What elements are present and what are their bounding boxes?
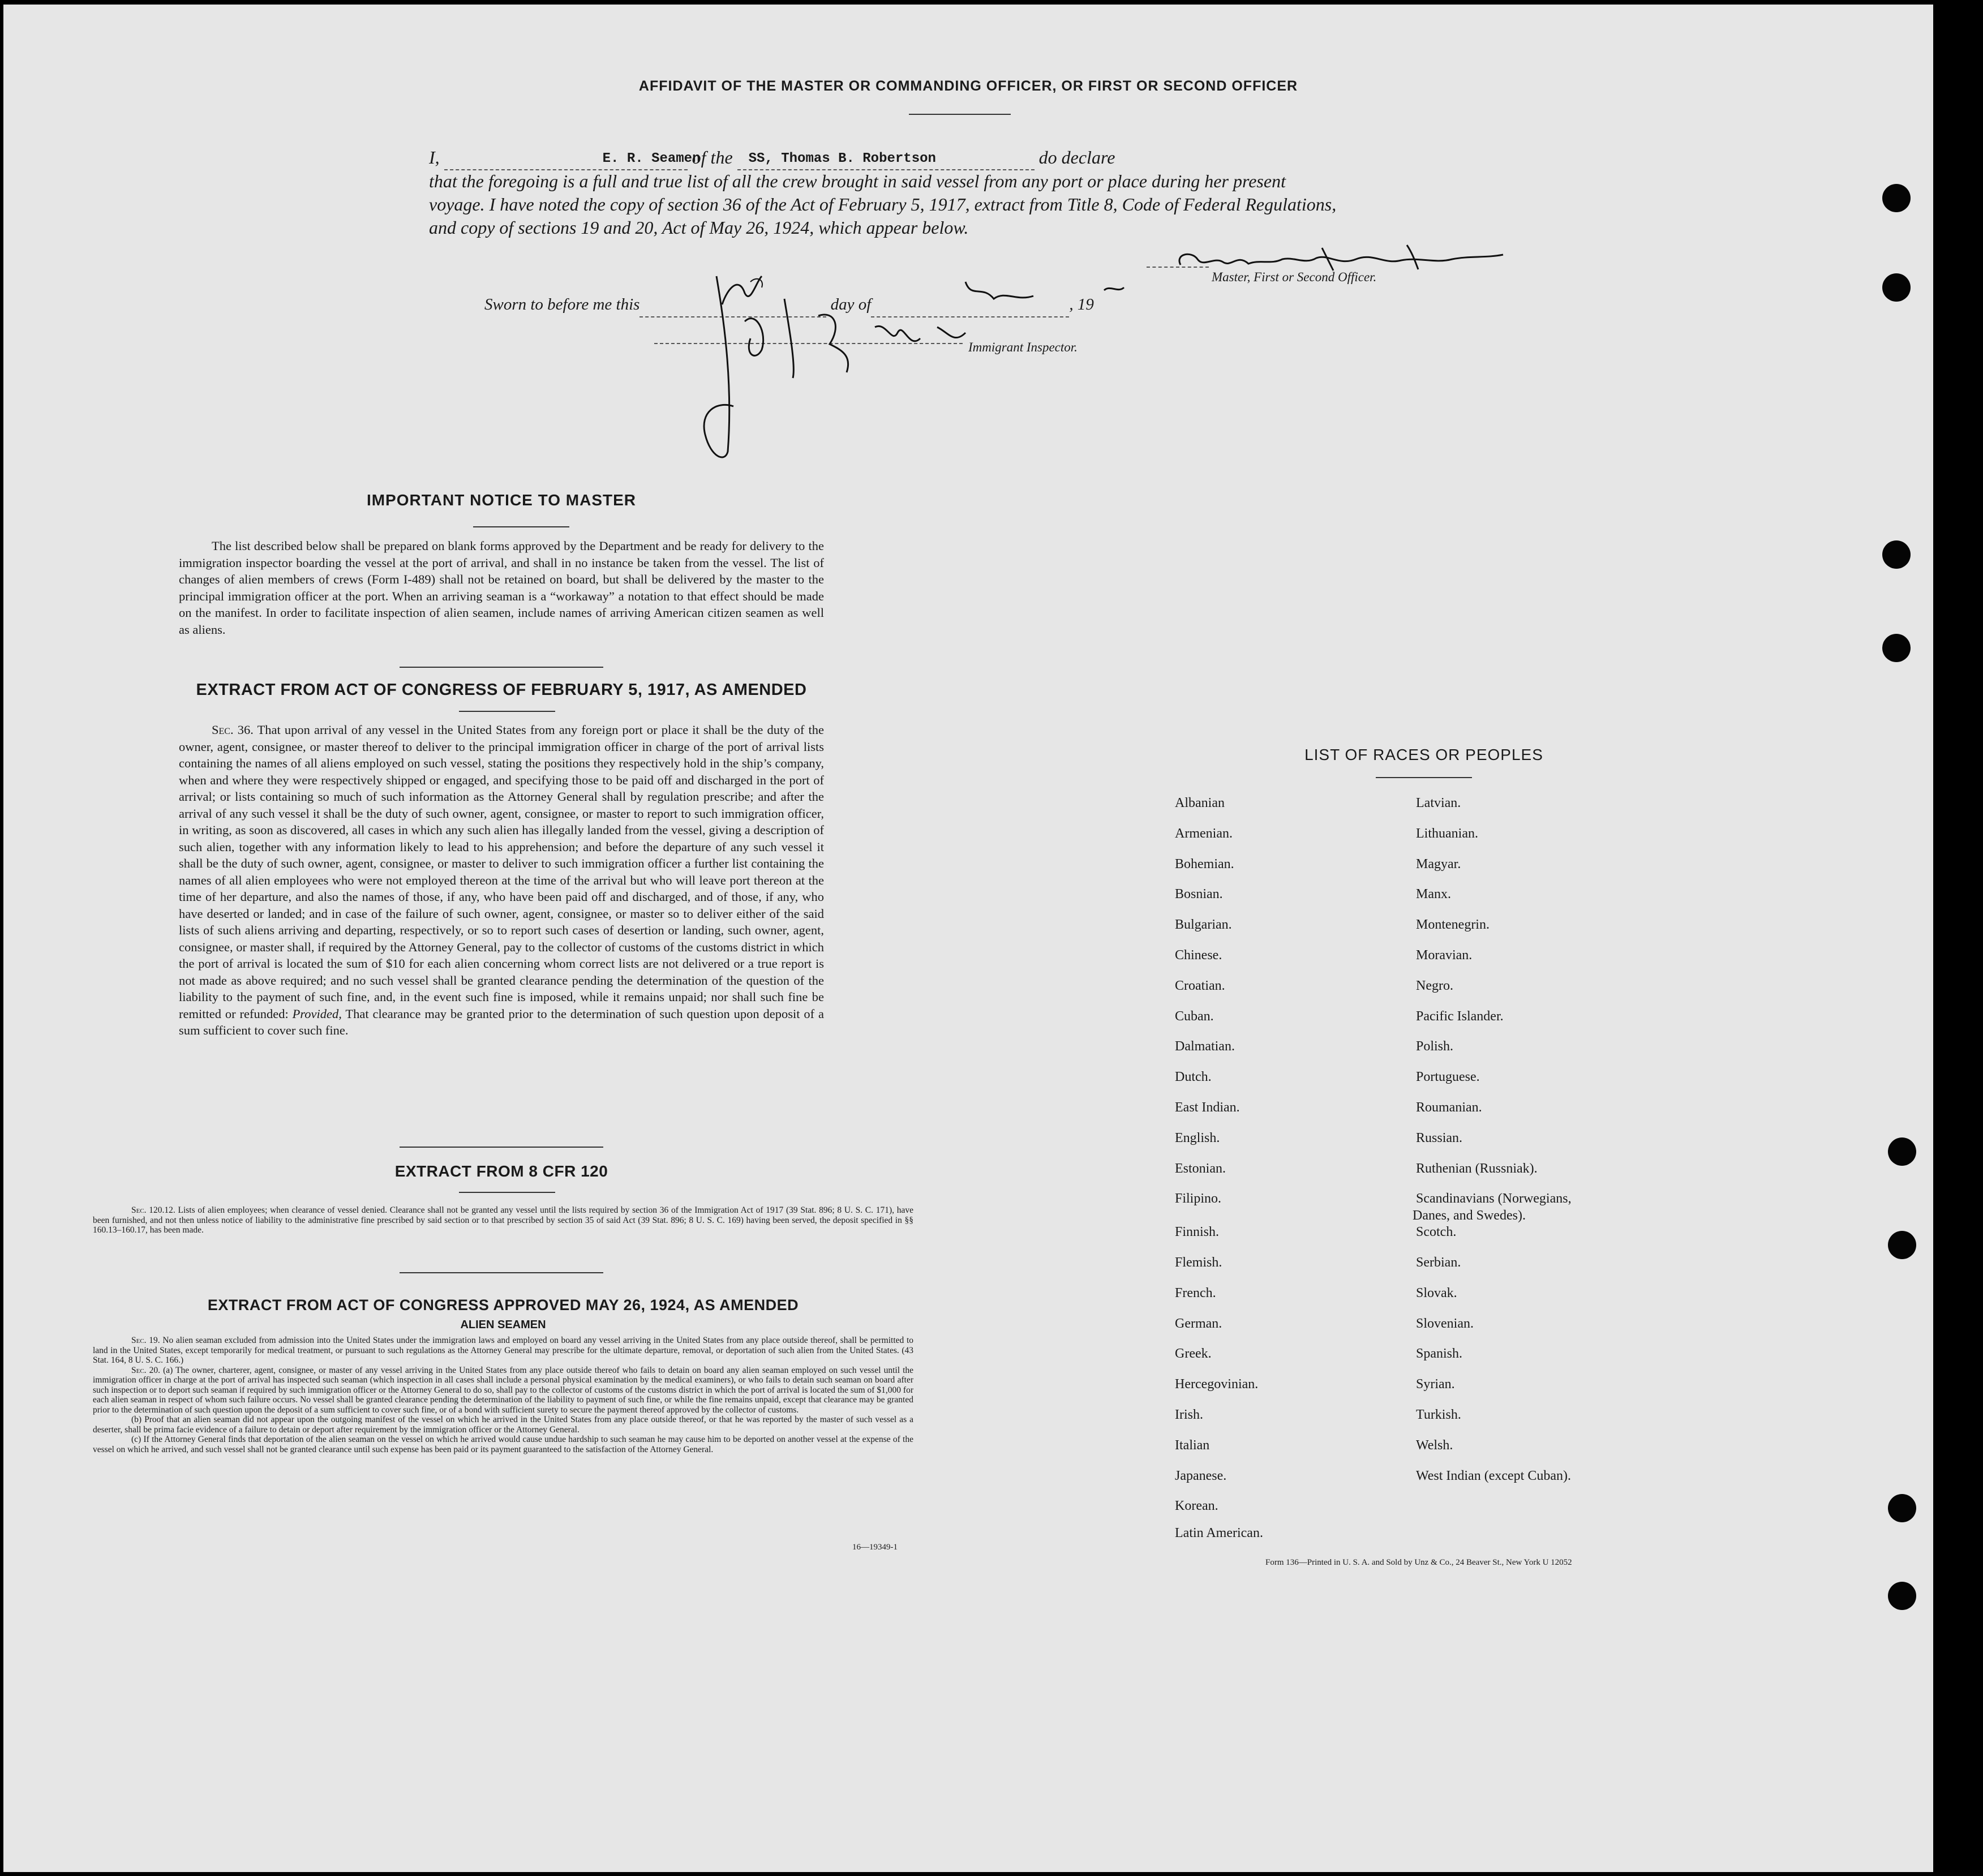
affidavit-title: AFFIDAVIT OF THE MASTER OR COMMANDING OFFICER, OR FIRST OR SECOND OFFICER [638, 78, 1298, 94]
race-item: Negro. [1416, 978, 1453, 993]
binder-hole [1882, 273, 1911, 302]
race-item: Montenegrin. [1416, 917, 1490, 933]
race-item: Dutch. [1175, 1070, 1212, 1085]
races-heading: LIST OF RACES OR PEOPLES [1304, 746, 1543, 763]
section-20a [93, 1366, 913, 1415]
cfr-top-divider [400, 1147, 603, 1148]
race-item: Slovak. [1416, 1285, 1457, 1300]
vessel-name: SS, Thomas B. Robertson [748, 151, 936, 166]
cfr-text [93, 1205, 913, 1235]
race-item: Greek. [1175, 1346, 1212, 1362]
section-20a-body: (a) The owner, charterer, agent, consignee, or master of any vessel arriving in the United States from any place outside thereof who fails to detain on board any alien seaman employed on such vessel until the immigration officer in charge at the port of arrival has inspected such seaman (which inspection in all cases shall include a personal physical examination by the medical examiners), or who fails to detain such seaman on board after such inspection or to deport such seaman if required by such immigration officer or the Attorney General to do so, shall pay to the collector of customs of the customs district in which the port of arrival is located the sum of $1,000 for each alien seaman in respect of whom such failure occurs. No vessel shall be granted clearance pending the determination of the liability to payment of such fine, or while the fine remains unpaid, except that clearance may be granted prior to the determination of such question upon the deposit of a sum sufficient to cover such fine, or of a bond with sufficient surety to secure the payment thereof approved by the collector of customs. [93, 1365, 914, 1415]
race-item: Magyar. [1416, 856, 1461, 872]
races-divider [1376, 777, 1472, 778]
vessel-name-field [737, 146, 1035, 170]
race-item: Latvian. [1416, 796, 1461, 810]
inspector-signature-image [671, 265, 988, 469]
form-printing-info: Form 136—Printed in U. S. A. and Sold by Unz & Co., 24 Beaver St., New York U 12052 [1265, 1558, 1572, 1567]
master-label: Master, First or Second Officer. [1212, 270, 1377, 284]
race-item: Syrian. [1416, 1377, 1455, 1392]
affidavit-line-4: and copy of sections 19 and 20, Act of May 26, 1924, which appear below. [429, 217, 969, 238]
section-20c: (c) If the Attorney General finds that deportation of the alien seaman on the vessel on which he arrived would cause undue hardship to such seaman he may cause him to be deported on another vessel at the expense of the vessel on which he arrived, and such vessel shall not be granted clearance until such expense has been paid or its payment guaranteed to the satisfaction of the Attorney General. [93, 1435, 913, 1454]
race-item: Lithuanian. [1416, 826, 1478, 841]
affidavit-line-2: that the foregoing is a full and true list of all the crew brought in said vessel from any port or place during her present [429, 171, 1286, 191]
race-item: Serbian. [1416, 1255, 1461, 1270]
race-item: Dalmatian. [1175, 1039, 1235, 1054]
extract-1924-heading: EXTRACT FROM ACT OF CONGRESS APPROVED MAY 26, 1924, AS AMENDED [207, 1297, 799, 1313]
extract-cfr-divider [459, 1192, 555, 1193]
race-item: Spanish. [1416, 1346, 1463, 1362]
race-item: Ruthenian (Russniak). [1416, 1161, 1538, 1176]
section-36-text [179, 722, 824, 1039]
section-36-end: That clearance may be granted prior to the determination of such question upon deposit of a sum sufficient to cover such fine. [179, 1006, 825, 1037]
section-19-body: No alien seaman excluded from admission into the United States under the immigration laws and employed on board any vessel arriving in the United States from any place outside thereof, shall be permitted to land in the United States, except temporarily for medical treatment, or pursuant to such regulations as the Attorney General may prescribe for the ultimate departure, removal, or deportation of such alien from the United States. (43 Stat. 164, 8 U. S. C. 166.) [93, 1336, 913, 1365]
affidavit-line-3: voyage. I have noted the copy of section 36 of the Act of February 5, 1917, extract from Title 8, Code of Federal Regulations, [429, 194, 1337, 214]
do-declare-text: do declare [1038, 147, 1115, 168]
title-divider [909, 114, 1011, 115]
alien-seamen-subheading: ALIEN SEAMEN [460, 1319, 546, 1331]
day-of-text: day of [830, 295, 872, 314]
race-item: Polish. [1416, 1039, 1454, 1054]
race-item: Bosnian. [1175, 887, 1223, 902]
race-item: Bohemian. [1175, 856, 1234, 872]
race-item: Bulgarian. [1175, 917, 1232, 933]
race-item: Cuban. [1175, 1008, 1214, 1024]
race-item: Armenian. [1175, 826, 1233, 841]
section-19-label: Sec. 19. [131, 1336, 160, 1345]
extract-1924-body [93, 1336, 913, 1454]
notice-end-divider [400, 667, 603, 668]
race-item: Croatian. [1175, 978, 1225, 993]
race-item: Irish. [1175, 1407, 1203, 1422]
document-page [3, 5, 1933, 1872]
race-item: Portuguese. [1416, 1070, 1480, 1085]
race-item: Filipino. [1175, 1191, 1222, 1207]
race-item: French. [1175, 1285, 1216, 1300]
race-item: Moravian. [1416, 948, 1473, 963]
pronoun: I, [429, 147, 440, 168]
race-item: Pacific Islander. [1416, 1008, 1504, 1024]
sworn-text: Sworn to before me this [484, 295, 640, 314]
binder-hole [1888, 1494, 1916, 1522]
binder-hole [1888, 1137, 1916, 1166]
race-item: Finnish. [1175, 1225, 1220, 1240]
race-item: Slovenian. [1416, 1316, 1474, 1331]
master-name: E. R. Seamen [602, 151, 701, 166]
race-item: Flemish. [1175, 1255, 1222, 1270]
race-item: German. [1175, 1316, 1222, 1331]
race-item: Danes, and Swedes). [1413, 1208, 1526, 1224]
section-20-label: Sec. 20. [131, 1365, 160, 1375]
race-item: Japanese. [1175, 1468, 1227, 1483]
race-item: West Indian (except Cuban). [1416, 1468, 1571, 1483]
binder-hole [1882, 540, 1911, 569]
section-20b: (b) Proof that an alien seaman did not appear upon the outgoing manifest of the vessel on which he arrived in the United States from any place outside thereof, or that he was reported by the master of such vessel as a deserter, shall be prima facie evidence of a failure to detain or deport after requirement by the immigration officer or the Attorney General. [93, 1415, 913, 1435]
section-36-label: Sec. 36. [212, 723, 254, 737]
race-item: Scotch. [1416, 1225, 1457, 1240]
race-item: Turkish. [1416, 1407, 1461, 1422]
cfr-section-label: Sec. 120.12. [131, 1205, 175, 1215]
race-item: Roumanian. [1416, 1100, 1482, 1115]
race-item: English. [1175, 1130, 1220, 1145]
race-item: Italian [1175, 1437, 1210, 1453]
race-item: Estonian. [1175, 1161, 1226, 1176]
extract-cfr-heading: EXTRACT FROM 8 CFR 120 [394, 1162, 608, 1180]
cfr-end-divider [400, 1272, 603, 1273]
master-name-field [444, 146, 701, 170]
year-prefix: 19 [1077, 295, 1094, 314]
binder-hole [1888, 1231, 1916, 1259]
race-item: Korean. [1175, 1499, 1218, 1514]
notice-divider [473, 526, 569, 527]
section-36-body: That upon arrival of any vessel in the United States from any foreign port or place it shall be the duty of the owner, agent, consignee, or master thereof to deliver to the principal immigration officer in charge of the port of arrival lists containing the names of all aliens employed on such vessel, stating the positions they respectively hold in the ship’s company, when and where they were respectively shipped or engaged, and specifying those to be paid off and discharged in the port of arrival; or lists containing so much of such information as the Attorney General shall by regulation prescribe; and after the arrival of any such vessel it shall be the duty of such owner, agent, consignee, or master to report to such immigration officer, in writing, as soon as discovered, all cases in which any such alien has illegally landed from the vessel, giving a description of such alien, together with any information likely to lead to his apprehension; and before the departure of any such vessel it shall be the duty of such owner, agent, consignee, or master to deliver to such immigration officer a further list containing the names of all alien employees who were not employed thereon at the time of the arrival but who will leave port thereon at the time of her departure, and also the names of those, if any, who have been paid off and discharged, and of those, if any, who have deserted or landed; and in case of the failure of such owner, agent, consignee, or master so to deliver either of the said lists of such aliens arriving and departing, respectively, or so to report such cases of desertion or landing, such owner, agent, consignee, or master shall, if required by the Attorney General, pay to the collector of customs of the customs district in which the port of arrival is located the sum of $10 for each alien concerning whom correct lists are not delivered or a true report is not made as above required; and no such vessel shall be granted clearance pending the determination of the question of the liability to the payment of such fine, and, in the event such fine is imposed, while it remains unpaid; nor shall such fine be remitted or refunded: [179, 723, 824, 1021]
extract-1917-heading: EXTRACT FROM ACT OF CONGRESS OF FEBRUARY 5, 1917, AS AMENDED [196, 681, 807, 699]
binder-hole [1888, 1582, 1916, 1610]
inspector-label: Immigrant Inspector. [968, 340, 1078, 354]
form-number: 16—19349-1 [852, 1543, 898, 1552]
sworn-line: Sworn to before me this day of , 19 [484, 293, 1094, 317]
race-item: Chinese. [1175, 948, 1222, 963]
race-item: Hercegovinian. [1175, 1377, 1259, 1392]
extract-1917-divider [459, 711, 555, 712]
race-item: Russian. [1416, 1130, 1463, 1145]
section-19 [93, 1336, 913, 1366]
of-the-text: of the [692, 147, 733, 168]
cfr-section-body: Lists of alien employees; when clearance of vessel denied. Clearance shall not be granted any vessel until the lists required by section 36 of the Immigration Act of 1917 (39 Stat. 896; 8 U. S. C. 171), have been furnished, and not then unless notice of liability to the administrative fine prescribed by said section or to that prescribed by section 35 of said Act (39 Stat. 896; 8 U. S. C. 169) having been served, the deposit specified in §§ 160.13–160.17, has been made. [93, 1205, 913, 1235]
race-item: Scandinavians (Norwegians, [1416, 1191, 1572, 1207]
race-item: Welsh. [1416, 1437, 1453, 1453]
affidavit-line-1 [429, 146, 1504, 170]
binder-hole [1882, 184, 1911, 212]
provided-word: Provided, [292, 1006, 342, 1021]
race-item: Manx. [1416, 887, 1451, 902]
binder-hole [1882, 634, 1911, 662]
notice-heading: IMPORTANT NOTICE TO MASTER [366, 491, 637, 509]
race-item: Latin American. [1175, 1526, 1263, 1541]
notice-text: The list described below shall be prepared on blank forms approved by the Department and be ready for delivery to the immigration inspector boarding the vessel at the port of arrival, and shall in no instance be taken from the vessel. The list of changes of alien members of crews (Form I-489) shall not be retained on board, but shall be delivered by the master to the principal immigration officer at the port. When an arriving seaman is a “workaway” a notation to that effect should be made on the manifest. In order to facilitate inspection of alien seamen, include names of arriving American citizen seamen as well as aliens. [179, 539, 824, 637]
race-item: Albanian [1175, 796, 1225, 810]
race-item: East Indian. [1175, 1100, 1240, 1115]
